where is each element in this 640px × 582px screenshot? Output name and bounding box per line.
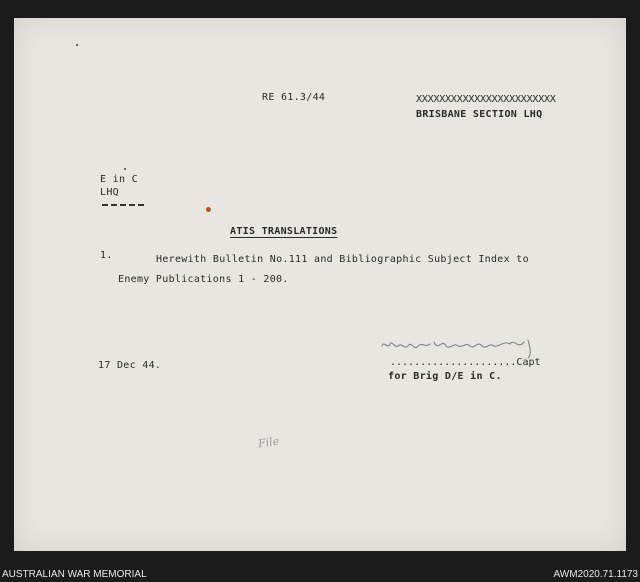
section-name: BRISBANE SECTION LHQ [416, 109, 543, 120]
paper-speck [124, 168, 126, 170]
rust-mark [206, 207, 211, 212]
struck-out-text: XXXXXXXXXXXXXXXXXXXXXXXX [416, 94, 556, 105]
signatory-title: for Brig D/E in C. [388, 371, 502, 382]
addressee-line-1: E in C [100, 174, 138, 185]
addressee-underline [102, 204, 144, 206]
addressee-line-2: LHQ [100, 187, 119, 198]
item-text-line-1: Herewith Bulletin No.111 and Bibliographic Subject Index to [156, 254, 529, 265]
item-number: 1. [100, 250, 113, 261]
reference-number: RE 61.3/44 [262, 92, 326, 103]
footer-source: AUSTRALIAN WAR MEMORIAL [2, 569, 147, 580]
document-date: 17 Dec 44. [98, 360, 162, 371]
footer-reference-id: AWM2020.71.1173 [553, 569, 638, 580]
paper-speck [76, 44, 78, 46]
handwritten-file-note: File [257, 434, 280, 451]
item-text-line-2: Enemy Publications 1 - 200. [118, 274, 289, 285]
signature-line: .....................Capt [390, 357, 541, 368]
document-heading: ATIS TRANSLATIONS [230, 226, 338, 237]
